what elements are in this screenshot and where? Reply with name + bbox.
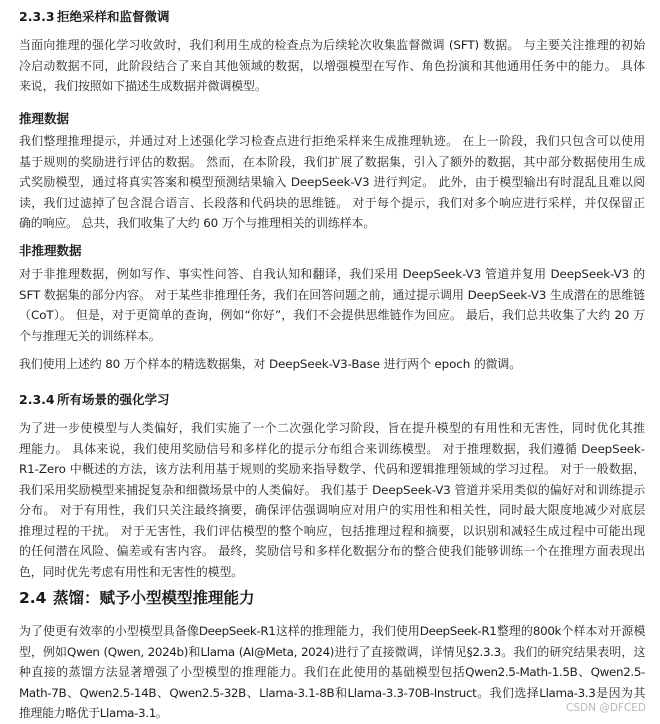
paragraph-reasoning-data [19, 131, 645, 234]
text-line: 式奖励模型，通过将真实答案和模型预测结果输入 DeepSeek-V3 进行判定。 此外，由于模型输出有时混乱且难以阅 [19, 175, 645, 189]
section-number: 2.4 [19, 589, 47, 607]
text-line: 推理过程的干扰。 对于无害性，我们评估模型的整个响应，包括推理过程和摘要，以识别和减轻生成过程中可能出现 [19, 523, 645, 538]
section-heading-2-3-4 [19, 392, 170, 408]
section-title: 蒸馏：赋予小型模型推理能力 [53, 589, 255, 607]
text-line: 色，同时优先考虑有用性和无害性的模型。 [19, 564, 244, 579]
paragraph-finetune-summary [19, 354, 645, 375]
text-line: 的任何潜在风险、偏差或有害内容。 最终，奖励信号和多样化数据分布的整合使我们能够训练一个在推理方面表现出 [19, 544, 645, 558]
paragraph-sft-intro [19, 35, 645, 97]
text-line: Math-7B、Qwen2.5-14B、Qwen2.5-32B、Llama-3.1-8B和Llama-3.3-70B-Instruct。我们选择Llama-3.3是因为其 [19, 685, 645, 700]
paragraph-distillation [19, 621, 645, 724]
text-line: SFT 数据集的部分内容。 对于某些非推理任务，我们在回答问题之前，通过提示调用 DeepSeek-V3 生成潜在的思维链 [19, 287, 645, 302]
text-line: 种直接的蒸馏方法显著增强了小型模型的推理能力。我们在此使用的基础模型包括Qwen2.5-Math-1.5B、Qwen2.5- [19, 665, 645, 679]
paragraph-rl-all-scenarios [19, 418, 645, 582]
section-title: 拒绝采样和监督微调 [57, 9, 170, 24]
text-line: 我们使用上述约 80 万个样本的精选数据集，对 DeepSeek-V3-Base 进行两个 epoch 的微调。 [19, 357, 521, 371]
text-line: 读，我们过滤掉了包含混合语言、长段落和代码块的思维链。 对于每个提示，我们对多个响应进行采样，并仅保留正 [19, 195, 645, 210]
text-line: R1-Zero 中概述的方法，该方法利用基于规则的奖励来指导数学、代码和逻辑推理领域的学习过程。 对于一般数据， [19, 462, 645, 476]
subheading-reasoning-data: 推理数据 [19, 111, 70, 126]
text-line: 基于规则的奖励进行评估的数据。 然而，在本阶段，我们扩展了数据集，引入了额外的数据，其中部分数据使用生成 [19, 154, 645, 169]
section-number: 2.3.3 [19, 9, 55, 24]
section-heading-2-4 [19, 588, 255, 608]
watermark: CSDN @DFCED [566, 702, 646, 714]
section-title: 所有场景的强化学习 [57, 392, 170, 407]
text-line: 我们整理推理提示，并通过对上述强化学习检查点进行拒绝采样来生成推理轨迹。 在上一阶段，我们只包含可以使用 [19, 134, 645, 148]
text-line: 理能力。 具体来说，我们使用奖励信号和多样化的提示分布组合来训练模型。 对于推理数据，我们遵循 DeepSeek- [19, 441, 645, 456]
paragraph-non-reasoning-data [19, 264, 645, 346]
text-line: 当面向推理的强化学习收敛时，我们利用生成的检查点为后续轮次收集监督微调 (SFT) 数据。 与主要关注推理的初始 [19, 38, 645, 52]
text-line: 推理能力略优于Llama-3.1。 [19, 706, 168, 720]
text-line: 型，例如Qwen (Qwen, 2024b)和Llama (AI@Meta, 2024)进行了直接微调，详情见§2.3.3。我们的研究结果表明，这 [19, 644, 645, 659]
text-line: 分布。 对于有用性，我们只关注最终摘要，确保评估强调响应对用户的实用性和相关性，同时最大限度地减少对底层 [19, 503, 645, 517]
text-line: 确的响应。 总共，我们收集了大约 60 万个与推理相关的训练样本。 [19, 216, 376, 230]
section-number: 2.3.4 [19, 392, 55, 407]
text-line: 冷启动数据不同，此阶段结合了来自其他领域的数据，以增强模型在写作、角色扮演和其他通用任务中的能力。 具体 [19, 58, 645, 73]
text-line: 来说，我们按照如下描述生成数据并微调模型。 [19, 79, 267, 93]
text-line: 为了进一步使模型与人类偏好，我们实施了一个二次强化学习阶段，旨在提升模型的有用性和无害性，同时优化其推 [19, 421, 645, 435]
text-line: 个与推理无关的训练样本。 [19, 328, 161, 343]
subheading-non-reasoning-data: 非推理数据 [19, 243, 82, 258]
text-line: 对于非推理数据，例如写作、事实性问答、自我认知和翻译，我们采用 DeepSeek-V3 管道并复用 DeepSeek-V3 的 [19, 267, 645, 281]
section-heading-2-3-3 [19, 9, 170, 25]
text-line: （CoT）。 但是，对于更简单的查询，例如“你好”，我们不会提供思维链作为回应。 最后，我们总共收集了大约 20 万 [19, 308, 645, 322]
text-line: 为了使更有效率的小型模型具备像DeepSeek-R1这样的推理能力，我们使用DeepSeek-R1整理的800k个样本对开源模 [19, 624, 645, 638]
text-line: 我们采用奖励模型来捕捉复杂和细微场景中的人类偏好。 我们基于 DeepSeek-V3 管道并采用类似的偏好对和训练提示 [19, 482, 645, 497]
